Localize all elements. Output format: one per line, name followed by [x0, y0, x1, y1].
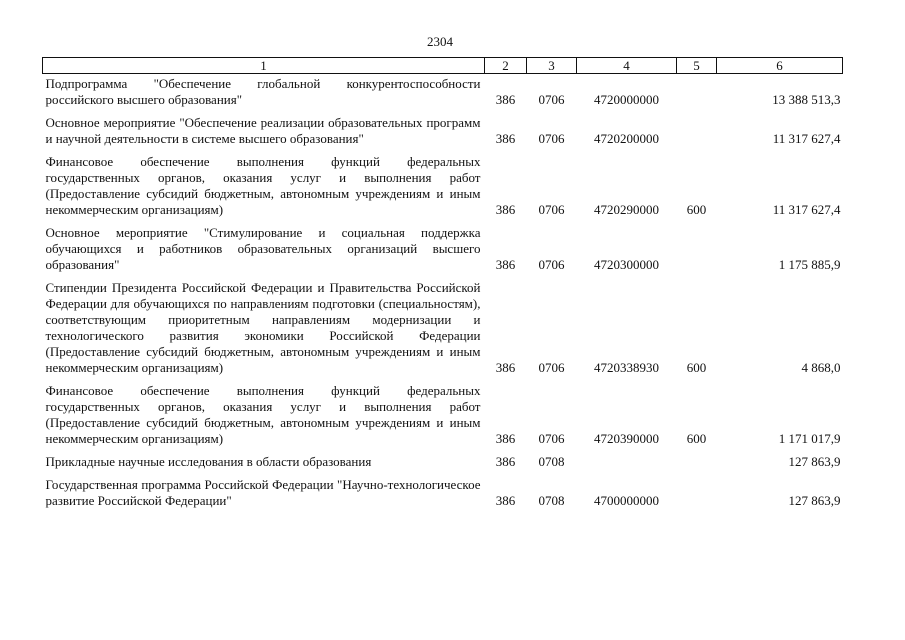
row-amount: 1 171 017,9 [778, 431, 841, 446]
table-row [43, 218, 843, 273]
row-name: Прикладные научные исследования в области образования [45, 454, 372, 469]
page-number: 2304 [427, 34, 453, 49]
row-amount: 11 317 627,4 [772, 131, 841, 146]
row-section-code: 0708 [538, 493, 565, 508]
row-section-code: 0706 [538, 431, 565, 446]
row-admin-code: 386 [495, 131, 516, 146]
column-header-1: 1 [43, 58, 485, 74]
row-amount: 127 863,9 [788, 493, 841, 508]
budget-table [42, 57, 843, 509]
row-section-code: 0706 [538, 202, 565, 217]
row-admin-code: 386 [495, 360, 516, 375]
row-target-code: 4720338930 [594, 360, 659, 375]
row-section-code: 0706 [538, 360, 565, 375]
row-section-code: 0708 [538, 454, 565, 469]
row-name: Финансовое обеспечение выполнения функций федеральных государственных органов, оказания услуг и выполнения работ (Предоставление субсидий бюджетным, автономным учреждениям и иным некоммерческим организациям) [45, 383, 481, 446]
row-type-code [677, 447, 717, 470]
row-target-code: 4720000000 [594, 92, 659, 107]
column-header-5: 5 [677, 58, 717, 74]
row-target-code: 4720300000 [594, 257, 659, 272]
table-row [43, 273, 843, 376]
row-target-code: 4720200000 [594, 131, 659, 146]
row-section-code: 0706 [538, 131, 565, 146]
table-row [43, 376, 843, 447]
row-admin-code: 386 [495, 257, 516, 272]
row-type-code: 600 [686, 431, 707, 446]
row-section-code: 0706 [538, 257, 565, 272]
row-admin-code: 386 [495, 493, 516, 508]
row-target-code: 4720290000 [594, 202, 659, 217]
row-name: Основное мероприятие "Обеспечение реализации образовательных программ и научной деятельности в системе высшего образования" [45, 115, 481, 146]
row-target-code: 4720390000 [594, 431, 659, 446]
row-admin-code: 386 [495, 92, 516, 107]
row-type-code [677, 218, 717, 273]
row-target-code [577, 447, 677, 470]
row-name: Основное мероприятие "Стимулирование и социальная поддержка обучающихся и работников образовательных организаций высшего образования" [45, 225, 481, 272]
row-type-code [677, 74, 717, 109]
row-name: Государственная программа Российской Федерации "Научно-технологическое развитие Российской Федерации" [45, 477, 481, 508]
row-amount: 4 868,0 [801, 360, 841, 375]
column-header-6: 6 [717, 58, 843, 74]
table-row [43, 447, 843, 470]
table-row [43, 470, 843, 509]
table-row [43, 147, 843, 218]
row-name: Стипендии Президента Российской Федерации и Правительства Российской Федерации для обучающихся по направлениям подготовки (специальностям), соответствующим приоритетным направлениям модернизации и технологического развития экономики Российской Федерации (Предоставление субсидий бюджетным, автономным учреждениям и иным некоммерческим организациям) [45, 280, 481, 375]
row-amount: 11 317 627,4 [772, 202, 841, 217]
row-amount: 1 175 885,9 [778, 257, 841, 272]
row-name: Подпрограмма "Обеспечение глобальной конкурентоспособности российского высшего образования" [45, 76, 481, 107]
column-header-3: 3 [527, 58, 577, 74]
row-admin-code: 386 [495, 454, 516, 469]
row-amount: 13 388 513,3 [772, 92, 841, 107]
table-row [43, 74, 843, 109]
row-target-code: 4700000000 [594, 493, 659, 508]
row-section-code: 0706 [538, 92, 565, 107]
row-type-code [677, 108, 717, 147]
row-type-code: 600 [686, 360, 707, 375]
table-row [43, 108, 843, 147]
row-type-code: 600 [686, 202, 707, 217]
column-header-2: 2 [485, 58, 527, 74]
row-amount: 127 863,9 [788, 454, 841, 469]
row-admin-code: 386 [495, 431, 516, 446]
column-header-4: 4 [577, 58, 677, 74]
column-number-header [43, 58, 843, 74]
row-type-code [677, 470, 717, 509]
row-admin-code: 386 [495, 202, 516, 217]
row-name: Финансовое обеспечение выполнения функций федеральных государственных органов, оказания услуг и выполнения работ (Предоставление субсидий бюджетным, автономным учреждениям и иным некоммерческим организациям) [45, 154, 481, 217]
